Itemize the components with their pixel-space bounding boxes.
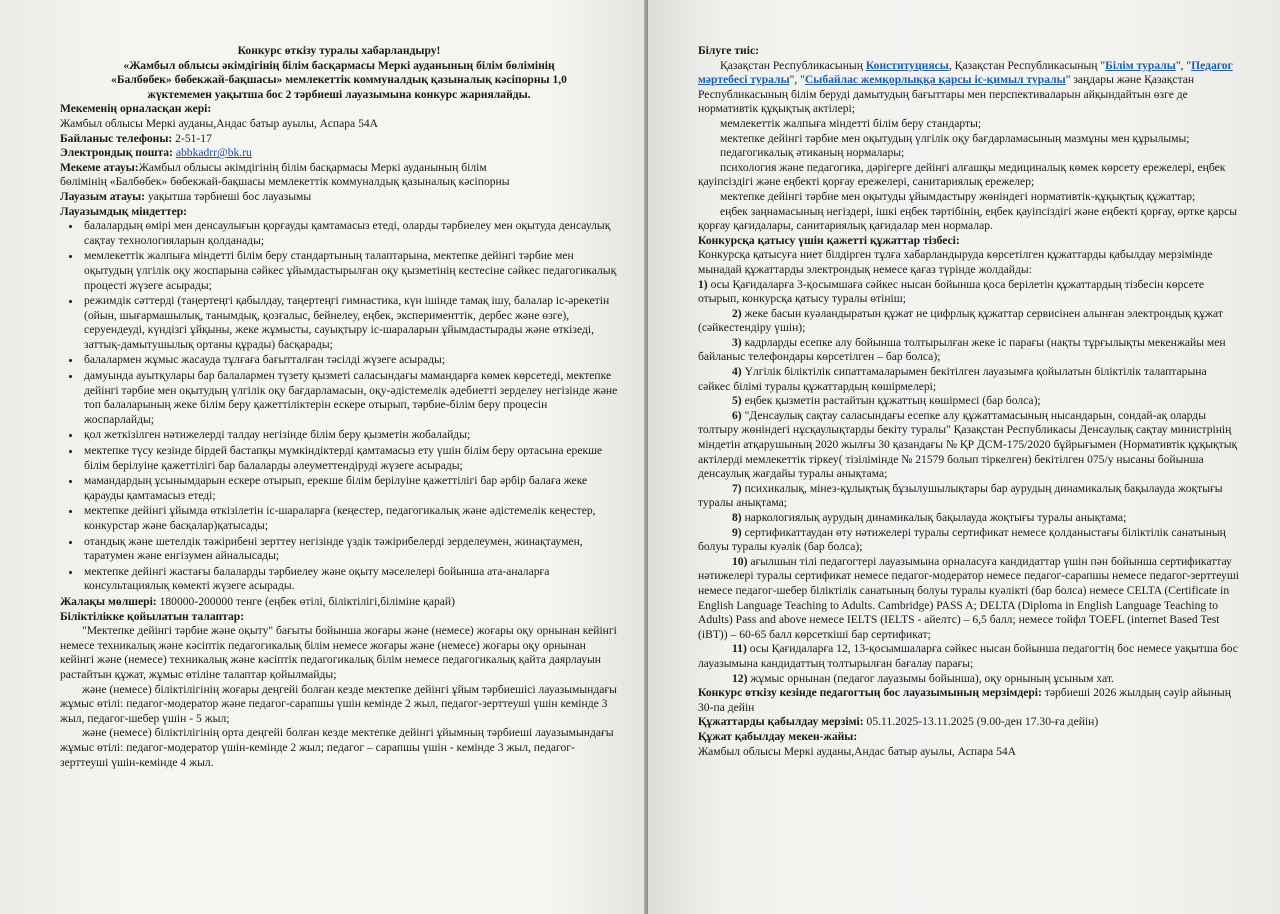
document-text: наркологиялық аурудың динамикалық бақылауда жоқтығы туралы анықтама; xyxy=(741,511,1127,524)
duty-item: • қол жеткізілген нәтижелерді талдау негізінде білім беру қызметін жобалайды; xyxy=(82,428,618,443)
accept-label: Құжаттарды қабылдау мерзімі: xyxy=(698,715,864,729)
document-text: кадрларды есепке алу бойынша толтырылған жеке іс парағы (нақты тұрғылықты мекенжайы мен байланыс телефондары көрсетілген – бар болса); xyxy=(698,335,1226,364)
duty-item: • мемлекеттік жалпыға міндетті білім беру стандартының талаптарына, мектепке дейінгі тәрбие мен оқытудың үлгілік оқу жоспарына сәйкес ұйымдастырылған оқу қызметінің кестесіне сәйкес педагогикалық процесті жүзеге асырады; xyxy=(82,249,618,293)
subtitle-line: «Жамбыл облысы әкімдігінің білім басқармасы Меркі ауданының білім бөлімінің xyxy=(123,58,555,72)
subtitle-line: жүктемемен уақытша бос 2 тәрбиеші лауазымына конкурс жариялайды. xyxy=(147,87,531,101)
duty-item: • балалармен жұмыс жасауда тұлғаға бағытталған тәсілді жүзеге асырады; xyxy=(82,353,618,368)
qualification-label: Біліктілікке қойылатын талаптар: xyxy=(60,609,245,623)
document-item xyxy=(698,642,1240,671)
laws-text: Қазақстан Республикасының xyxy=(720,58,866,72)
document-item xyxy=(698,336,1240,365)
document-text: еңбек қызметін растайтын құжаттың көшірмесі (бар болса); xyxy=(741,394,1041,408)
laws-text: ", " xyxy=(789,73,805,87)
document-item xyxy=(698,672,1240,687)
document-item xyxy=(698,365,1240,394)
email-link[interactable]: abbkadrr@bk.ru xyxy=(175,146,252,160)
laws-text: , Қазақстан Республикасының " xyxy=(948,58,1106,72)
accept-row xyxy=(698,715,1240,730)
duty-item: • мектепке дейінгі жастағы балаларды тәрбиелеу және оқыту мәселелері бойынша ата-аналарға консультациялық көмекті жүзеге асырады. xyxy=(82,565,618,594)
document-item xyxy=(698,555,1240,643)
document-text: осы Қағидаларға 12, 13-қосымшаларға сәйкес нысан бойынша педагогтің бос немесе уақытша бос лауазымына кандидаттың толтырылған бағалау парағы; xyxy=(698,642,1238,670)
salary-label: Жалақы мөлшері: xyxy=(60,594,157,608)
org-row xyxy=(60,161,618,176)
document-number: 3) xyxy=(732,335,742,349)
laws-text: " заңдары және Қазақстан Республикасының білім беруді дамытудың бағыттары мен перспективаларын айқындайтын өзге де нормативтік құқықтық актілері; xyxy=(698,73,1195,116)
duties-label: Лауазымдық міндеттер: xyxy=(60,204,188,218)
email-row xyxy=(60,146,618,161)
document-number: 11) xyxy=(732,642,747,656)
document-number: 10) xyxy=(732,554,748,568)
teacher-status-link[interactable]: Педагог мәртебесі туралы xyxy=(698,58,1233,87)
document-item xyxy=(698,394,1240,409)
document-number: 1) xyxy=(698,277,708,291)
salary-row xyxy=(60,595,618,610)
position-value: уақытша тәрбиеші бос лауазымы xyxy=(145,189,312,203)
duty-item: • мектепке түсу кезінде бірдей бастапқы мүмкіндіктерді қамтамасыз ету үшін білім беру ортасына ерекше білім берілуіне қажеттілігі бар балаларды әлеуметтендіруді жүзеге асырады; xyxy=(82,444,618,473)
qualification-paragraph: "Мектепке дейінгі тәрбие және оқыту" бағыты бойынша жоғары және (немесе) жоғары оқу орнынан кейінгі немесе техникалық және кәсіптік педагогикалық білім немесе жоғары және (немесе) жоғары оқу орнынан кейінгі және (немесе) техникалық және кәсіптік педагогикалық білім немесе педагогикалық қайта даярлауын растайтын құжат, жұмыс өтіліне талаптар қойылмайды; xyxy=(60,624,617,681)
position-row xyxy=(60,190,618,205)
subtitle-line: «Балбөбек» бөбекжай-бақшасы» мемлекеттік коммуналдық қазыналық кәсіпорны 1,0 xyxy=(111,73,567,87)
document-text: Үлгілік біліктілік сипаттамаларымен бекітілген лауазымға қойылатын біліктілік талаптарына сәйкес білімі туралы құжаттардың көшірмелері; xyxy=(698,365,1207,393)
document-text: "Денсаулық сақтау саласындағы есепке алу құжаттамасының нысандарын, сондай-ақ оларды толтыру жөніндегі нұсқаулықтарды бекіту туралы" Қазақстан Республикасы Денсаулық сақтау министрінің міндетін атқарушының 2020 жылғы 30 қазандағы № ҚР ДСМ-175/2020 бұйрығымен (Нормативтік құқықтық актілерді мемлекеттік тіркеу( тізілімінде № 21579 болып тіркелген) бекітілген 075/у нысаны бойынша денсаулық жағдайы туралы анықтама; xyxy=(698,408,1238,481)
document-text: ағылшын тілі педагогтері лауазымына орналасуға кандидаттар үшін пән бойынша сертификаттау нәтижелері туралы сертификат немесе педагог-модератор немесе педагог-сарапшы немесе педагог-зерттеуші немесе педагог-шебер біліктілік санатының болуы туралы куәлікті (бар болса) немесе CELTA (Certificate in English Language Teaching to Adults. Cambridge) PASS A; DELTA (Diploma in English Language Teaching to Adults) Pass and above немесе IELTS (IELTS - айелтс) – 6,5 балл; немесе тойфл TOEFL (internet Based Test (iBT)) – 60-65 балл көрсеткіші бар сертификат; xyxy=(698,554,1239,641)
position-label: Лауазым атауы: xyxy=(60,189,146,203)
term-row xyxy=(698,686,1240,715)
document-item xyxy=(698,409,1240,482)
phone-label: Байланыс телефоны: xyxy=(60,131,173,145)
documents-label: Конкурсқа қатысу үшін қажетті құжаттар тізбесі: xyxy=(698,233,960,247)
org-value-2: бөлімінің «Балбөбек» бөбекжай-бақшасы мемлекеттік коммуналдық қазыналық кәсіпорны xyxy=(60,175,510,189)
document-number: 9) xyxy=(732,525,742,539)
know-item: еңбек заңнамасының негіздері, ішкі еңбек тәртібінің, еңбек қауіпсіздігі және еңбекті қорғау, өртке қарсы қорғау қағидалары, санитариялық қағидалар мен нормалар. xyxy=(698,204,1238,233)
document-number: 6) xyxy=(732,408,742,422)
phone-value: 2-51-17 xyxy=(172,131,212,145)
know-item: мектепке дейінгі тәрбие мен оқытуды ұйымдастыру жөніндегі нормативтік-құқықтық құжаттар; xyxy=(720,189,1196,203)
announcement-title: Конкурс өткізу туралы хабарландыру! xyxy=(237,44,441,57)
duty-item: • дамуында ауытқулары бар балалармен түзету қызметі саласындағы мамандарға көмек көрсетеді, мектепке дейінгі тәрбие мен оқытудың үлгілік оқу бағдарламасын, оқу-әдістемелік әдебиетті зерделеу негізінде және топ балаларының жеке білім беру қажеттіліктерін ескере отырып, тәрбие-білім беру процесін жоспарлайды; xyxy=(82,369,618,427)
phone-row xyxy=(60,132,618,147)
document-item xyxy=(698,526,1240,555)
know-item: мектепке дейінгі тәрбие мен оқытудың үлгілік оқу бағдарламасының мазмұны мен құрылымы; xyxy=(720,131,1190,145)
documents-list xyxy=(698,278,1240,687)
salary-value: 180000-200000 тенге (еңбек өтілі, біліктілігі,біліміне қарай) xyxy=(156,594,455,608)
document-item xyxy=(698,307,1240,336)
know-label: Білуге тиіс: xyxy=(698,44,759,57)
address-label: Құжат қабылдау мекен-жайы: xyxy=(698,729,858,743)
term-label: Конкурс өткізу кезінде педагогтың бос лауазымының мерзімдері: xyxy=(698,686,1042,700)
duty-item: • мектепке дейінгі ұйымда өткізілетін іс-шараларға (кеңестер, педагогикалық және әдістемелік кеңестер, конкурстар және басқалар)қатысады; xyxy=(82,504,618,533)
duty-item: • отандық және шетелдік тәжірибені зерттеу негізінде үздік тәжірибелерді зерделеумен, жинақтаумен, таратумен және енгізумен айналысады; xyxy=(82,535,618,564)
org-label: Мекеме атауы: xyxy=(60,160,139,174)
document-item xyxy=(698,278,1240,307)
duty-item: • мамандардың ұсынымдарын ескере отырып, ерекше білім берілуіне қажеттілігі бар әрбір балаға жеке қарауды қамтамасыз етеді; xyxy=(82,474,618,503)
qualification-paragraph: және (немесе) біліктілігінің жоғары деңгейі болған кезде мектепке дейінгі ұйым тәрбиешісі лауазымындағы жұмыс өтілі: педагог-модератор және педагог-сарапшы үшін кемінде 2 жыл, педагог-зерттеуші үшін кемінде 3 жыл, педагог-шебер үшін - 5 жыл; xyxy=(60,682,617,725)
email-label: Электрондық поштa: xyxy=(60,146,173,160)
document-text: жеке басын куәландыратын құжат не цифрлық құжаттар сервисінен алынған электрондық құжат (сәйкестендіру үшін); xyxy=(698,306,1223,335)
document-text: сертификаттаудан өту нәтижелері туралы сертификат немесе қолданыстағы біліктілік санатының болуы туралы куәлік (бар болса); xyxy=(698,525,1226,554)
constitution-link[interactable]: Конституциясы xyxy=(865,58,949,72)
term-value: тәрбиеші 2026 жылдың сәуір айының 30-па дейін xyxy=(698,686,1231,714)
know-item: педагогикалық әтиканың нормалары; xyxy=(720,146,905,160)
laws-text: " xyxy=(1186,58,1192,72)
duties-list xyxy=(60,219,618,594)
org-value-1: Жамбыл облысы әкімдігінің білім басқармасы Меркі ауданының білім xyxy=(138,160,487,174)
document-item xyxy=(698,482,1240,511)
location-label: Мекеменің орналасқан жері: xyxy=(60,102,212,116)
document-number: 2) xyxy=(732,306,742,320)
laws-paragraph xyxy=(698,59,1240,117)
education-law-link[interactable]: Білім туралы xyxy=(1105,58,1176,72)
announcement-subtitle xyxy=(60,59,618,103)
know-item: психология және педагогика, дәрігерге дейінгі алғашқы медициналық көмек көрсету ережелері, еңбек қауіпсіздігі және еңбекті қорғау ережелері, санитариялық ережелер; xyxy=(698,160,1226,189)
document-text: психикалық, мінез-құлықтық бұзылушылықтары бар аурудың динамикалық бақылауда жоқтығы туралы анықтама; xyxy=(698,481,1223,510)
document-text: осы Қағидаларға 3-қосымшаға сәйкес нысан бойынша қоса берілетін құжаттардың тізбесін көрсете отырып, конкурсқа қатысу туралы өтініш; xyxy=(698,277,1205,306)
anticorruption-link[interactable]: Сыбайлас жемқорлыққа қарсы іс-қимыл туралы xyxy=(804,73,1066,87)
qualification-paragraph: және (немесе) біліктілігінің орта деңгейі болған кезде мектепке дейінгі ұйымның тәрбиеші лауазымындағы жұмыс өтілі: педагог-модератор үшін-кемінде 2 жыл; педагог – сарапшы үшін - кемінде 3 жыл, педагог-зерттеуші үшін-кемінде 4 жыл. xyxy=(60,726,614,769)
document-number: 7) xyxy=(732,481,742,495)
accept-value: 05.11.2025-13.11.2025 (9.00-ден 17.30-ға дейін) xyxy=(863,715,1099,729)
document-number: 8) xyxy=(732,511,742,524)
document-number: 4) xyxy=(732,365,742,379)
laws-text: ", xyxy=(1175,58,1184,72)
document-item xyxy=(698,511,1240,526)
address-value: Жамбыл облысы Меркі ауданы,Андас батыр ауылы, Аспара 54А xyxy=(698,744,1017,758)
documents-intro: Конкурсқа қатысуға ниет білдірген тұлға хабарландыруда көрсетілген құжаттарды қабылдау мерзімінде мынадай құжаттарды электрондық немесе қағаз түрінде жолдайды: xyxy=(698,248,1213,276)
duty-item: • балалардың өмірі мен денсаулығын қорғауды қамтамасыз етеді, оларды тәрбиелеу мен оқытуда денсаулық сақтау технологияларын қолданады; xyxy=(82,219,618,248)
right-page xyxy=(648,0,1280,914)
location-value: Жамбыл облысы Меркі ауданы,Андас батыр ауылы, Аспара 54А xyxy=(60,116,379,130)
document-text: жұмыс орнынан (педагог лауазымы бойынша), оқу орнының ұсыным хат. xyxy=(747,671,1114,685)
duty-item: • режимдік сәттерді (таңертеңгі қабылдау, таңертеңгі гимнастика, күн ішінде тамақ ішу, балалар іс-әрекетін (ойын, шығармашылық, танымдық, қозғалыс, бейнелеу, еңбек, эксперименттік, дербес және өзге), серуендеуді, күндізгі ұйқыны, жеке жұмысты, сауықтыру іс-шараларын ұйымдастырады және өткізеді, заттық-дамытушылық ортаны құрады) басқарады; xyxy=(82,294,618,352)
document-number: 12) xyxy=(732,671,748,685)
know-item: мемлекеттік жалпыға міндетті білім беру стандарты; xyxy=(720,116,982,130)
document-number: 5) xyxy=(732,394,742,408)
